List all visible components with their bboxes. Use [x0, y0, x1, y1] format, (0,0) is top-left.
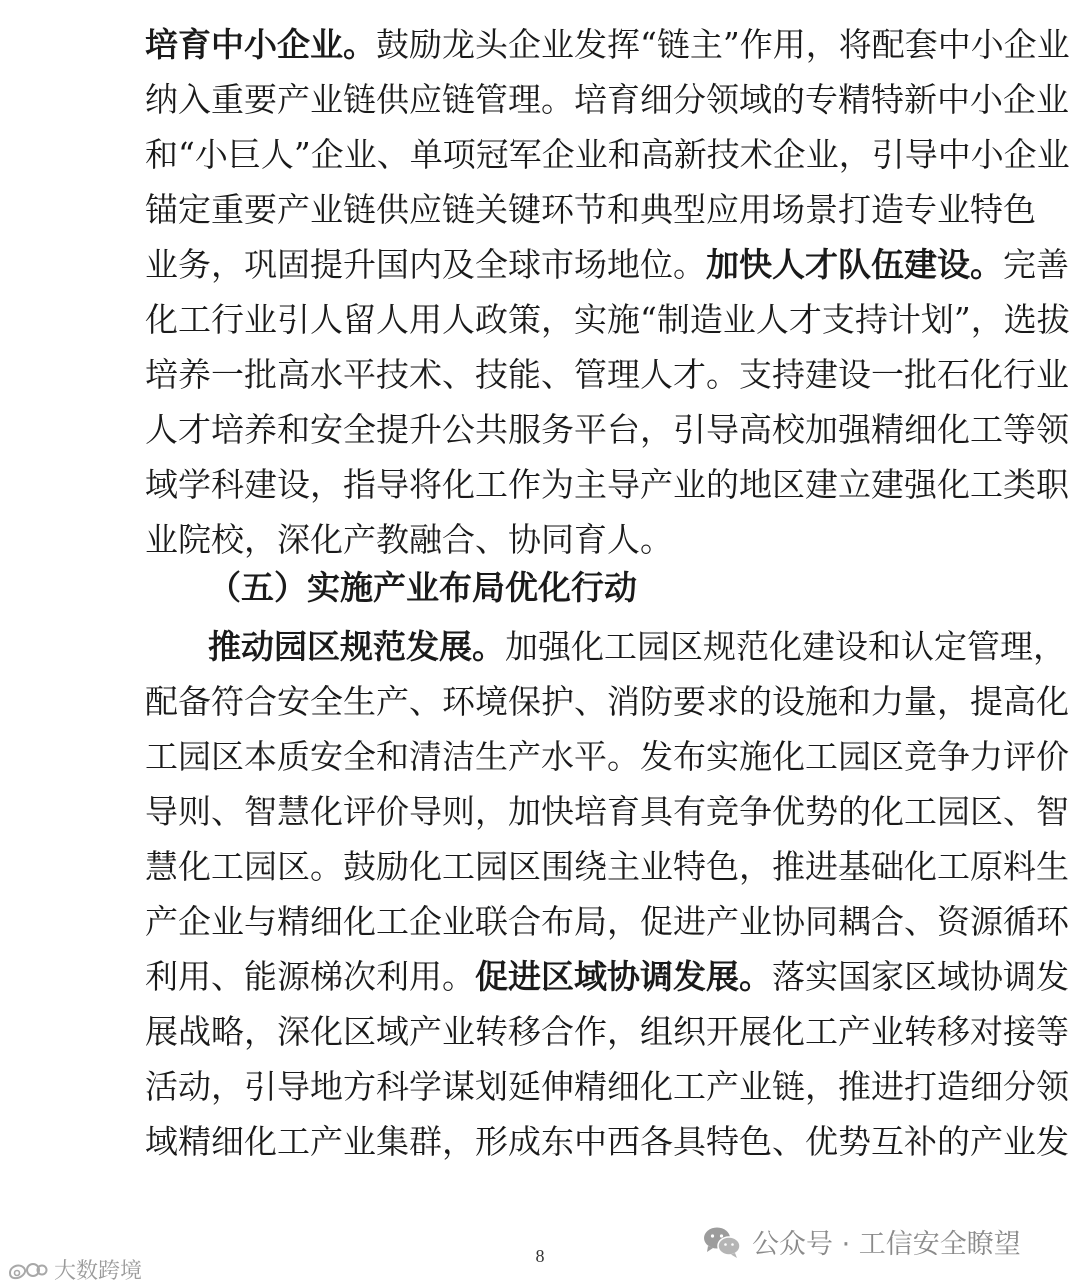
text-segment: 加强化工园区规范化建设和认定管理，	[505, 627, 1066, 666]
text-line	[145, 680, 1069, 724]
watermark-right	[702, 1222, 1021, 1261]
text-segment: 培养一批高水平技术、技能、管理人才。支持建设一批石化行业	[145, 355, 1069, 394]
text-segment: 活动，引导地方科学谋划延伸精细化工产业链，推进打造细分领	[145, 1067, 1069, 1106]
section-heading: （五）实施产业布局优化行动	[208, 568, 637, 607]
text-line	[145, 1120, 1069, 1164]
watermark-right-text: 公众号 · 工信安全瞭望	[752, 1229, 1021, 1260]
text-segment: 业务，巩固提升国内及全球市场地位。	[145, 245, 706, 284]
text-segment: 落实国家区域协调发	[772, 957, 1069, 996]
text-line	[145, 1065, 1069, 1109]
text-segment: 业院校，深化产教融合、协同育人。	[145, 520, 673, 559]
text-segment: 产企业与精细化工企业联合布局，促进产业协同耦合、资源循环	[145, 902, 1069, 941]
text-line	[208, 625, 1066, 669]
text-segment: 工园区本质安全和清洁生产水平。发布实施化工园区竞争力评价	[145, 737, 1069, 776]
bold-phrase: 促进区域协调发展。	[475, 957, 772, 996]
bold-phrase: 加快人才队伍建设。	[706, 245, 1003, 284]
wechat-logo-icon	[702, 1225, 742, 1259]
bold-phrase: 推动园区规范发展。	[208, 627, 505, 666]
text-segment: 人才培养和安全提升公共服务平台，引导高校加强精细化工等领	[145, 410, 1069, 449]
watermark-left-text: 大数跨境	[54, 1259, 143, 1284]
text-line	[145, 188, 1036, 232]
text-line	[145, 78, 1069, 122]
weibo-logo-icon	[6, 1259, 48, 1281]
text-segment: 域学科建设，指导将化工作为主导产业的地区建立建强化工类职	[145, 465, 1069, 504]
text-segment: 完善	[1003, 245, 1069, 284]
text-segment: 化工行业引人留人用人政策，实施“制造业人才支持计划”，选拔	[145, 300, 1070, 339]
text-segment: 展战略，深化区域产业转移合作，组织开展化工产业转移对接等	[145, 1012, 1069, 1051]
text-line	[145, 463, 1069, 507]
page-number: 8	[535, 1246, 545, 1266]
text-segment: 鼓励龙头企业发挥“链主”作用，将配套中小企业	[376, 25, 1070, 64]
text-line	[145, 790, 1069, 834]
text-line	[145, 408, 1069, 452]
text-line	[145, 353, 1069, 397]
text-segment: 锚定重要产业链供应链关键环节和典型应用场景打造专业特色	[145, 190, 1036, 229]
text-line	[145, 518, 945, 562]
text-line	[145, 243, 1069, 287]
text-segment: 导则、智慧化评价导则，加快培育具有竞争优势的化工园区、智	[145, 792, 1069, 831]
text-line	[145, 955, 1069, 999]
text-segment: 慧化工园区。鼓励化工园区围绕主业特色，推进基础化工原料生	[145, 847, 1069, 886]
text-line	[145, 298, 1070, 342]
text-line	[145, 845, 1069, 889]
text-segment: 利用、能源梯次利用。	[145, 957, 475, 996]
watermark-left	[6, 1254, 142, 1285]
text-segment: 域精细化工产业集群，形成东中西各具特色、优势互补的产业发	[145, 1122, 1069, 1161]
text-line	[145, 1010, 1069, 1054]
text-line	[145, 735, 1069, 779]
text-line	[145, 133, 1070, 177]
bold-phrase: 培育中小企业。	[145, 25, 376, 64]
text-segment: 和“小巨人”企业、单项冠军企业和高新技术企业，引导中小企业	[145, 135, 1070, 174]
text-segment: 纳入重要产业链供应链管理。培育细分领域的专精特新中小企业	[145, 80, 1069, 119]
text-segment: 配备符合安全生产、环境保护、消防要求的设施和力量，提高化	[145, 682, 1069, 721]
text-line	[145, 23, 1070, 67]
text-line	[145, 900, 1069, 944]
